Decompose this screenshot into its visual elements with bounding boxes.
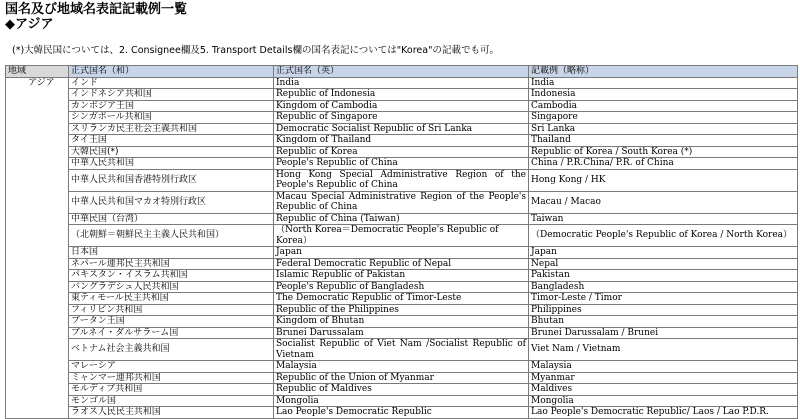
abbreviation-cell: Hong Kong / HK — [529, 169, 798, 191]
abbreviation-cell: Pakistan — [529, 270, 798, 282]
official-name-en-cell: Islamic Republic of Pakistan — [274, 270, 529, 282]
table-row — [6, 100, 798, 112]
page-title: 国名及び地域名表記記載例一覧 — [5, 2, 188, 17]
official-name-ja-cell: 中華人民共和国香港特別行政区 — [69, 169, 274, 191]
official-name-ja-cell: ラオス人民民主共和国 — [69, 407, 274, 419]
table-row — [6, 77, 798, 89]
official-name-ja-cell: 大韓民国(*) — [69, 146, 274, 158]
region-cell: アジア — [6, 77, 69, 418]
section-heading: ◆アジア — [5, 17, 54, 32]
official-name-ja-cell: マレーシア — [69, 361, 274, 373]
official-name-en-cell: Democratic Socialist Republic of Sri Lanka — [274, 123, 529, 135]
official-name-ja-cell: 中華民国（台湾） — [69, 213, 274, 225]
table-row — [6, 169, 798, 191]
abbreviation-cell: Philippines — [529, 304, 798, 316]
official-name-en-cell: Kingdom of Cambodia — [274, 100, 529, 112]
abbreviation-cell: Nepal — [529, 258, 798, 270]
abbreviation-cell: Lao People's Democratic Republic/ Laos / Lao P.D.R. — [529, 407, 798, 419]
table-row — [6, 339, 798, 361]
table-row — [6, 395, 798, 407]
abbreviation-cell: China / P.R.China/ P.R. of China — [529, 158, 798, 170]
official-name-en-cell: Kingdom of Thailand — [274, 135, 529, 147]
table-row — [6, 135, 798, 147]
abbreviation-cell: Macau / Macao — [529, 191, 798, 213]
abbreviation-cell: （Democratic People's Republic of Korea / North Korea） — [529, 225, 798, 247]
official-name-en-cell: Japan — [274, 247, 529, 259]
official-name-en-cell: Socialist Republic of Viet Nam /Socialist Republic of Vietnam — [274, 339, 529, 361]
official-name-ja-cell: モンゴル国 — [69, 395, 274, 407]
table-row — [6, 316, 798, 328]
table-row — [6, 258, 798, 270]
abbreviation-cell: Republic of Korea / South Korea (*) — [529, 146, 798, 158]
official-name-ja-cell: ネパール連邦民主共和国 — [69, 258, 274, 270]
table-row — [6, 191, 798, 213]
table-row — [6, 281, 798, 293]
table-row — [6, 112, 798, 124]
abbreviation-cell: Viet Nam / Vietnam — [529, 339, 798, 361]
official-name-en-cell: （North Korea＝Democratic People's Republic of Korea） — [274, 225, 529, 247]
abbreviation-cell: Singapore — [529, 112, 798, 124]
table-row — [6, 327, 798, 339]
table-row — [6, 270, 798, 282]
table-row — [6, 146, 798, 158]
official-name-ja-cell: 中華人民共和国マカオ特別行政区 — [69, 191, 274, 213]
official-name-en-cell: Mongolia — [274, 395, 529, 407]
official-name-en-cell: Republic of Maldives — [274, 384, 529, 396]
official-name-ja-cell: バングラデシュ人民共和国 — [69, 281, 274, 293]
official-name-en-cell: People's Republic of China — [274, 158, 529, 170]
official-name-en-cell: Republic of Korea — [274, 146, 529, 158]
abbreviation-cell: Bhutan — [529, 316, 798, 328]
official-name-en-cell: Republic of Indonesia — [274, 89, 529, 101]
official-name-ja-cell: インドネシア共和国 — [69, 89, 274, 101]
official-name-ja-cell: 東ティモール民主共和国 — [69, 293, 274, 305]
official-name-en-cell: Republic of Singapore — [274, 112, 529, 124]
abbreviation-cell: Japan — [529, 247, 798, 259]
official-name-ja-cell: インド — [69, 77, 274, 89]
table-row — [6, 293, 798, 305]
table-row — [6, 158, 798, 170]
official-name-ja-cell: フィリピン共和国 — [69, 304, 274, 316]
abbreviation-cell: India — [529, 77, 798, 89]
abbreviation-cell: Indonesia — [529, 89, 798, 101]
table-row — [6, 89, 798, 101]
abbreviation-cell: Sri Lanka — [529, 123, 798, 135]
abbreviation-cell: Thailand — [529, 135, 798, 147]
official-name-en-cell: Macau Special Administrative Region of the People's Republic of China — [274, 191, 529, 213]
official-name-ja-cell: 日本国 — [69, 247, 274, 259]
official-name-ja-cell: スリランカ民主社会主義共和国 — [69, 123, 274, 135]
official-name-en-cell: Federal Democratic Republic of Nepal — [274, 258, 529, 270]
table-row — [6, 384, 798, 396]
official-name-en-cell: Kingdom of Bhutan — [274, 316, 529, 328]
abbreviation-cell: Timor-Leste / Timor — [529, 293, 798, 305]
abbreviation-cell: Cambodia — [529, 100, 798, 112]
official-name-ja-cell: ベトナム社会主義共和国 — [69, 339, 274, 361]
official-name-ja-cell: シンガポール共和国 — [69, 112, 274, 124]
abbreviation-cell: Maldives — [529, 384, 798, 396]
header-abbreviation: 記載例（略称） — [529, 66, 798, 78]
abbreviation-cell: Bangladesh — [529, 281, 798, 293]
official-name-ja-cell: タイ王国 — [69, 135, 274, 147]
official-name-en-cell: Hong Kong Special Administrative Region of the People's Republic of China — [274, 169, 529, 191]
official-name-ja-cell: ミャンマー連邦共和国 — [69, 372, 274, 384]
header-official-name-ja: 正式国名（和） — [69, 66, 274, 78]
table-row — [6, 225, 798, 247]
country-table — [5, 65, 798, 419]
abbreviation-cell: Mongolia — [529, 395, 798, 407]
table-row — [6, 372, 798, 384]
official-name-en-cell: People's Republic of Bangladesh — [274, 281, 529, 293]
table-header-row — [6, 66, 798, 78]
table-row — [6, 213, 798, 225]
table-row — [6, 123, 798, 135]
official-name-en-cell: Republic of the Union of Myanmar — [274, 372, 529, 384]
official-name-ja-cell: 中華人民共和国 — [69, 158, 274, 170]
footnote: (*)大韓民国については、2. Consignee欄及5. Transport Details欄の国名表記については"Korea"の記載でも可。 — [12, 45, 499, 56]
abbreviation-cell: Myanmar — [529, 372, 798, 384]
table-row — [6, 304, 798, 316]
official-name-en-cell: Malaysia — [274, 361, 529, 373]
official-name-en-cell: Republic of China (Taiwan) — [274, 213, 529, 225]
abbreviation-cell: Taiwan — [529, 213, 798, 225]
official-name-en-cell: The Democratic Republic of Timor-Leste — [274, 293, 529, 305]
header-region: 地域 — [6, 66, 69, 78]
abbreviation-cell: Malaysia — [529, 361, 798, 373]
official-name-ja-cell: （北朝鮮＝朝鮮民主主義人民共和国） — [69, 225, 274, 247]
table-row — [6, 407, 798, 419]
official-name-ja-cell: カンボジア王国 — [69, 100, 274, 112]
header-official-name-en: 正式国名（英） — [274, 66, 529, 78]
official-name-ja-cell: モルディブ共和国 — [69, 384, 274, 396]
official-name-en-cell: India — [274, 77, 529, 89]
table-row — [6, 247, 798, 259]
official-name-en-cell: Republic of the Philippines — [274, 304, 529, 316]
official-name-en-cell: Lao People's Democratic Republic — [274, 407, 529, 419]
official-name-ja-cell: ブルネイ・ダルサラーム国 — [69, 327, 274, 339]
official-name-en-cell: Brunei Darussalam — [274, 327, 529, 339]
official-name-ja-cell: ブータン王国 — [69, 316, 274, 328]
abbreviation-cell: Brunei Darussalam / Brunei — [529, 327, 798, 339]
table-row — [6, 361, 798, 373]
official-name-ja-cell: パキスタン・イスラム共和国 — [69, 270, 274, 282]
